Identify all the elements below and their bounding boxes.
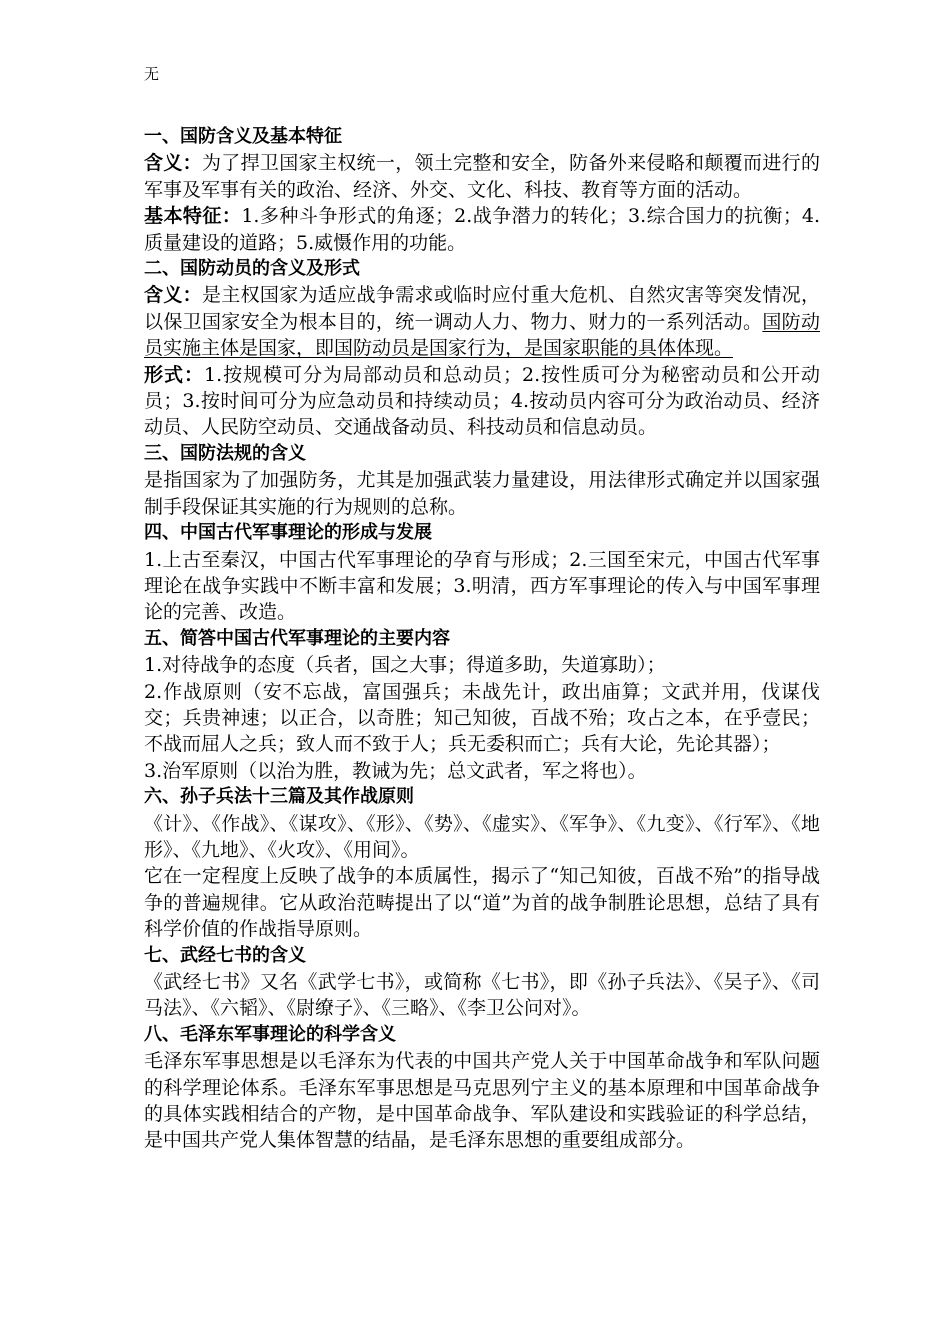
definition-label: 含义：	[144, 284, 202, 307]
forms-label: 形式：	[144, 363, 204, 386]
section-2-definition	[144, 282, 820, 361]
forms-text: 1.按规模可分为局部动员和总动员；2.按性质可分为秘密动员和公开动员；3.按时间可分为应急动员和持续动员；4.按动员内容可分为政治动员、经济动员、人民防空动员、交通战备动员、科技动员和信息动员。	[144, 363, 820, 439]
header-note: 无	[144, 65, 160, 83]
section-8-heading: 八、毛泽东军事理论的科学含义	[144, 1023, 396, 1045]
definition-underlined-text: 国防动员实施主体是国家，即国防动员是国家行为，是国家职能的具体体现。	[144, 310, 820, 360]
section-7-heading: 七、武经七书的含义	[144, 944, 306, 966]
section-5-item-2: 2.作战原则（安不忘战，富国强兵；未战先计，政出庙算；文武并用，伐谋伐交；兵贵神速；以正合，以奇胜；知己知彼，百战不殆；攻占之本，在乎壹民；不战而屈人之兵；致人而不致于人；兵无委积而亡；兵有大论，先论其器）；	[144, 680, 820, 756]
section-1-heading: 一、国防含义及基本特征	[144, 126, 342, 147]
section-8-text: 毛泽东军事思想是以毛泽东为代表的中国共产党人关于中国革命战争和军队问题的科学理论体系。毛泽东军事思想是马克思列宁主义的基本原理和中国革命战争的具体实践相结合的产物，是中国革命战争、军队建设和实践验证的科学总结，是中国共产党人集体智慧的结晶，是毛泽东思想的重要组成部分。	[144, 1050, 820, 1152]
section-7-text: 《武经七书》又名《武学七书》，或简称《七书》，即《孙子兵法》、《吴子》、《司马法》、《六韬》、《尉缭子》、《三略》、《李卫公问对》。	[144, 971, 820, 1020]
definition-label: 含义：	[144, 152, 202, 175]
features-text: 1.多种斗争形式的角逐；2.战争潜力的转化；3.综合国力的抗衡；4.质量建设的道路；5.威慑作用的功能。	[144, 205, 820, 254]
section-3-text: 是指国家为了加强防务，尤其是加强武装力量建设，用法律形式确定并以国家强制手段保证其实施的行为规则的总称。	[144, 469, 820, 518]
section-5-item-1: 1.对待战争的态度（兵者，国之大事；得道多助，失道寡助）；	[144, 654, 666, 677]
section-1-definition	[144, 150, 820, 203]
section-6-chapter-list: 《计》、《作战》、《谋攻》、《形》、《势》、《虚实》、《军争》、《九变》、《行军》、《地形》、《九地》、《火攻》、《用间》。	[144, 812, 820, 861]
definition-text: 为了捍卫国家主权统一，领土完整和安全，防备外来侵略和颠覆而进行的军事及军事有关的政治、经济、外交、文化、科技、教育等方面的活动。	[144, 152, 820, 201]
document-page	[144, 64, 820, 1154]
section-6-heading: 六、孙子兵法十三篇及其作战原则	[144, 786, 414, 808]
section-4-text: 1.上古至秦汉，中国古代军事理论的孕育与形成；2.三国至宋元，中国古代军事理论在战争实践中不断丰富和发展；3.明清，西方军事理论的传入与中国军事理论的完善、改造。	[144, 548, 820, 624]
document-body	[144, 124, 820, 1154]
section-5-heading: 五、简答中国古代军事理论的主要内容	[144, 627, 450, 649]
definition-text: 是主权国家为适应战争需求或临时应付重大危机、自然灾害等突发情况，以保卫国家安全为根本目的，统一调动人力、物力、财力的一系列活动。	[144, 284, 820, 333]
section-4-heading: 四、中国古代军事理论的形成与发展	[144, 522, 432, 544]
section-2-heading: 二、国防动员的含义及形式	[144, 258, 360, 280]
section-1-features	[144, 203, 820, 256]
features-label: 基本特征：	[144, 205, 242, 228]
section-2-forms	[144, 362, 820, 441]
section-3-heading: 三、国防法规的含义	[144, 442, 306, 464]
section-5-item-3: 3.治军原则（以治为胜，教诫为先；总文武者，军之将也）。	[144, 759, 647, 782]
section-6-principles: 它在一定程度上反映了战争的本质属性，揭示了“知己知彼，百战不殆”的指导战争的普遍规律。它从政治范畴提出了以“道”为首的战争制胜论思想，总结了具有科学价值的作战指导原则。	[144, 865, 820, 941]
